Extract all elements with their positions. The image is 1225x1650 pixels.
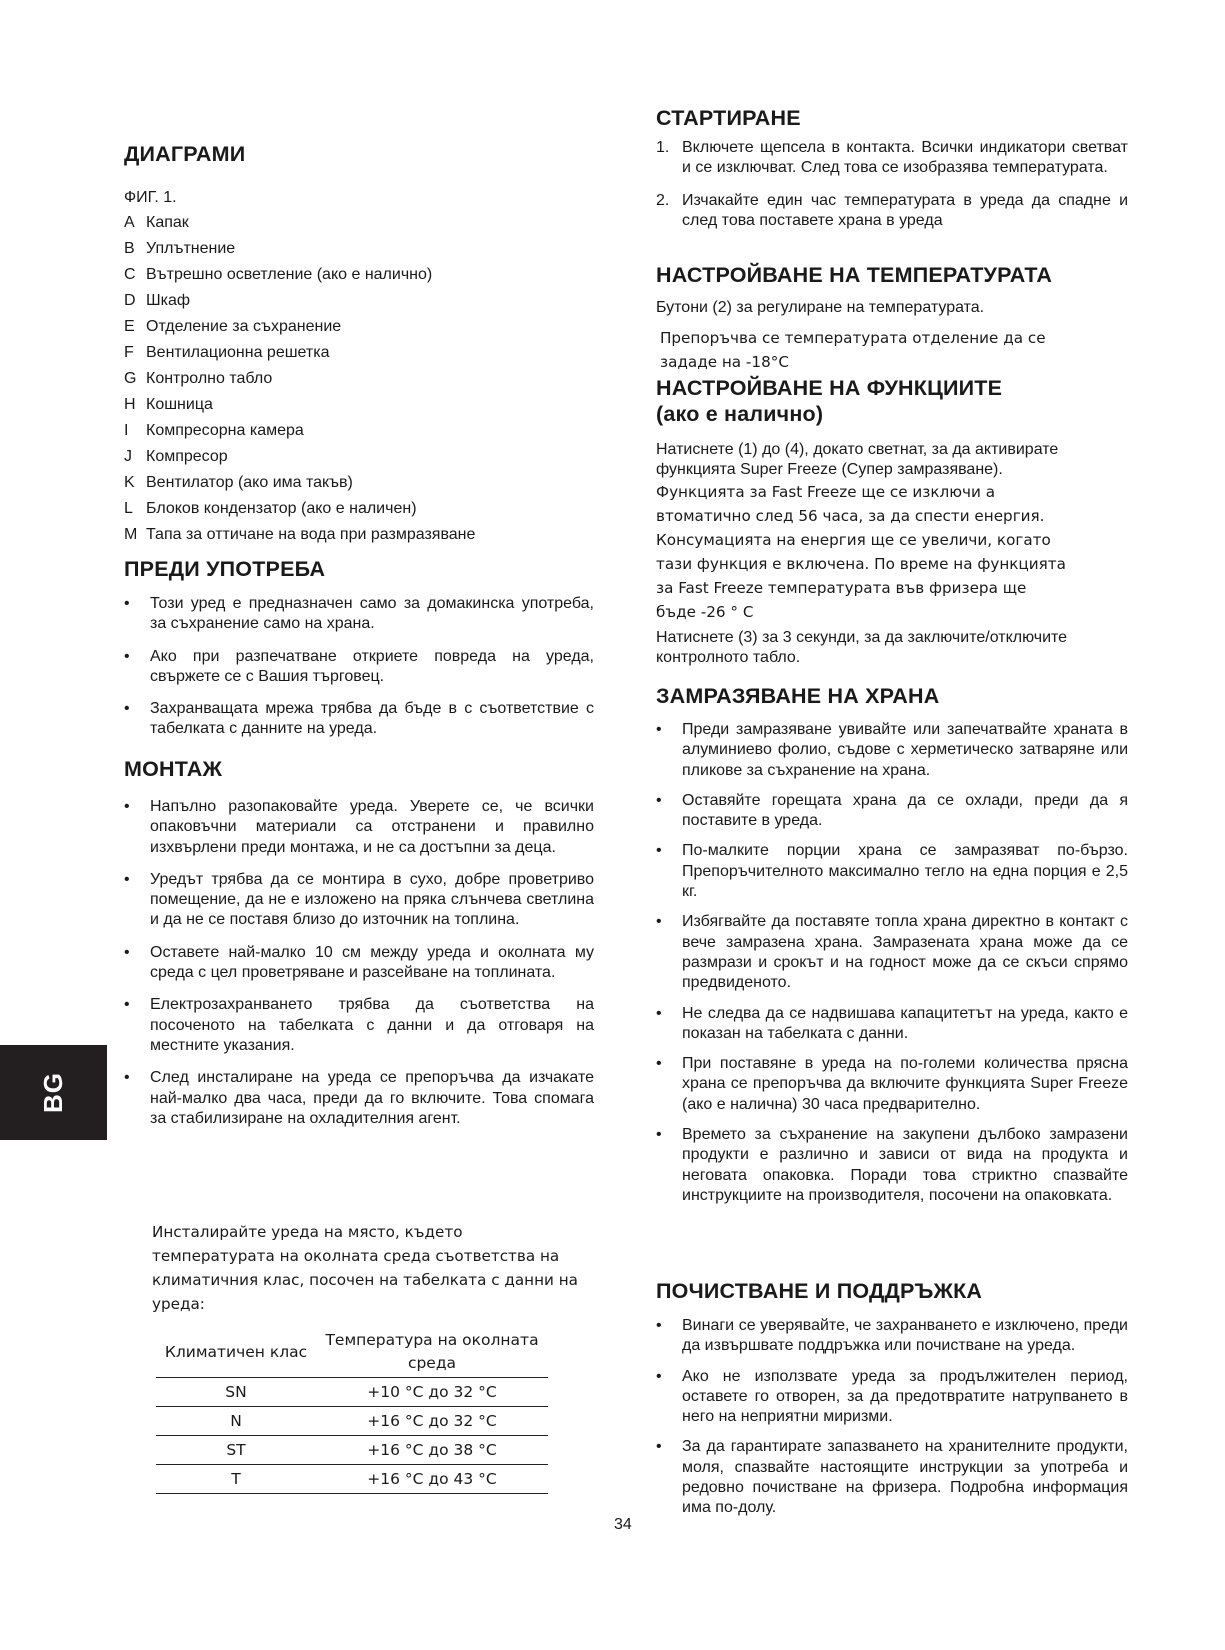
legend-letter: A (124, 214, 135, 231)
legend-item (124, 395, 213, 415)
legend-letter: M (124, 526, 138, 543)
table-row (156, 1378, 548, 1407)
legend-text: Отделение за съхранение (146, 318, 342, 335)
list-item: • По-малките порции храна се замразяват по-бързо. Препоръчителното максимално тегло на една порция е 2,5 кг. (656, 841, 1128, 902)
legend-text: Вентилационна решетка (146, 344, 330, 361)
legend-item (124, 317, 341, 337)
legend-letter: F (124, 344, 134, 361)
table-cell: +10 °C до 32 °C (316, 1378, 548, 1407)
diagrams-heading: ДИАГРАМИ (124, 142, 246, 166)
list-item: • Оставяйте горещата храна да се охлади, преди да я поставите в уреда. (656, 791, 1128, 832)
cleaning-heading: ПОЧИСТВАНЕ И ПОДДРЪЖКА (656, 1279, 983, 1303)
list-item: 2. Изчакайте един час температурата в уреда да спадне и след това поставете храна в уреда (656, 191, 1128, 229)
list-item: • Избягвайте да поставяте топла храна директно в контакт с вече замразена храна. Замразената храна може да се размрази и срокът и на годност може да се скъси спрямо предвиденото. (656, 912, 1128, 993)
table-cell: SN (156, 1378, 316, 1407)
legend-letter: D (124, 292, 136, 309)
legend-item (124, 265, 432, 285)
legend-text: Вътрешно осветление (ако е налично) (146, 266, 433, 283)
page-number: 34 (614, 1516, 632, 1533)
legend-item (124, 421, 304, 441)
legend-letter: K (124, 474, 135, 491)
list-item: • Ако при разпечатване откриете повреда на уреда, свържете се с Вашия търговец. (124, 647, 594, 688)
list-item: • Оставете най-малко 10 см между уреда и околната му среда с цел проветряване и разсейване на топлината. (124, 943, 594, 984)
list-item: • Не следва да се надвишава капацитетът на уреда, както е показан на табелката с данни. (656, 1004, 1128, 1045)
legend-letter: E (124, 318, 135, 335)
legend-text: Кошница (146, 396, 213, 413)
startup-heading: СТАРТИРАНЕ (656, 106, 801, 130)
legend-item (124, 213, 189, 233)
legend-text: Капак (146, 214, 189, 231)
language-tab-label: BG (38, 1072, 68, 1113)
language-tab (0, 1045, 107, 1140)
temp-recommendation: Препоръчва се температурата отделение да се зададе на -18°C (660, 329, 1046, 371)
list-item: • Времето за съхранение на закупени дълбоко замразени продукти е различно и зависи от вида на продукта и неговата опаковка. Поради това стриктно спазвайте инструкциите на производителя, посочени на опаковката. (656, 1125, 1128, 1206)
table-header-class: Климатичен клас (156, 1327, 316, 1378)
list-item: • Ако не използвате уреда за продължителен период, оставете го отворен, за да предотвратите натрупването в него на неприятни миризми. (656, 1367, 1128, 1428)
table-cell: T (156, 1465, 316, 1494)
list-item: 1. Включете щепсела в контакта. Всички индикатори светват и се изключват. След това се изобразява температурата. (656, 139, 1128, 177)
list-item: • Напълно разопаковайте уреда. Уверете се, че всички опаковъчни материали са отстранени и правилно изхвърлени преди монтажа, и не са достъпни за деца. (124, 797, 594, 858)
installation-heading: МОНТАЖ (124, 757, 223, 781)
legend-item (124, 473, 353, 493)
legend-item (124, 343, 330, 363)
legend-text: Контролно табло (146, 370, 273, 387)
list-item: • Преди замразяване увивайте или запечатвайте храната в алуминиево фолио, съдове с херметическо затваряне или пликове за съхранение на храна. (656, 720, 1128, 781)
legend-item (124, 499, 417, 519)
legend-text: Компресор (146, 448, 228, 465)
climate-class-table (156, 1327, 548, 1494)
list-item: • При поставяне в уреда на по-големи количества прясна храна се препоръчва да включите функцията Super Freeze (ако е налична) 30 часа предварително. (656, 1054, 1128, 1115)
before-use-heading: ПРЕДИ УПОТРЕБА (124, 557, 326, 581)
temp-setting-heading: НАСТРОЙВАНЕ НА ТЕМПЕРАТУРАТА (656, 263, 1053, 287)
list-item: • За да гарантирате запазването на хранителните продукти, моля, спазвайте настоящите инструкции за употреба и редовно почистване на фризера. Подробна информация има по-долу. (656, 1437, 1128, 1518)
table-row (156, 1436, 548, 1465)
table-row (156, 1465, 548, 1494)
table-row (156, 1407, 548, 1436)
list-item: • Този уред е предназначен само за домакинска употреба, за съхранение само на храна. (124, 594, 594, 635)
legend-item (124, 525, 475, 545)
lock-text: Натиснете (3) за 3 секунди, за да заключите/отключите контролното табло. (656, 629, 1068, 667)
table-cell: +16 °C до 43 °C (316, 1465, 548, 1494)
legend-text: Компресорна камера (146, 422, 304, 439)
legend-letter: C (124, 266, 136, 283)
legend-item (124, 291, 190, 311)
legend-text: Вентилатор (ако има такъв) (146, 474, 353, 491)
legend-text: Тапа за оттичане на вода при размразяване (146, 526, 476, 543)
legend-letter: L (124, 500, 133, 517)
freezing-heading: ЗАМРАЗЯВАНЕ НА ХРАНА (656, 684, 940, 708)
table-cell: ST (156, 1436, 316, 1465)
figure-label: ФИГ. 1. (124, 189, 177, 206)
list-item: • Електрозахранването трябва да съответства на посоченото на табелката с данни и да отговаря на местните указания. (124, 995, 594, 1056)
freezing-list (656, 720, 1128, 1206)
list-item: • След инсталиране на уреда се препоръчва да изчакате най-малко два часа, преди да го включите. Това спомага за стабилизиране на охладителния агент. (124, 1068, 594, 1129)
legend-text: Шкаф (146, 292, 191, 309)
list-item: • Захранващата мрежа трябва да бъде в с съответствие с табелката с данните на уреда. (124, 699, 594, 740)
table-cell: N (156, 1407, 316, 1436)
legend-letter: J (124, 448, 132, 465)
legend-item (124, 369, 272, 389)
legend-letter: I (124, 422, 129, 439)
temp-setting-text: Бутони (2) за регулиране на температурата. (656, 299, 985, 316)
functions-text: Натиснете (1) до (4), докато светнат, за да активирате функцията Super Freeze (Супер замразяване). (656, 441, 1059, 479)
table-cell: +16 °C до 32 °C (316, 1407, 548, 1436)
climate-note: Инсталирайте уреда на място, където температурата на околната среда съответства на климатичния клас, посочен на табелката с данни на уреда: (152, 1223, 578, 1313)
functions-heading: НАСТРОЙВАНЕ НА ФУНКЦИИТЕ (ако е налично) (656, 376, 1003, 426)
legend-item (124, 447, 228, 467)
list-item: • Уредът трябва да се монтира в сухо, добре проветриво помещение, да не е изложено на пряка слънчева светлина и да не се поставя близо до източник на топлина. (124, 870, 594, 931)
table-header-temperature: Температура на околната среда (316, 1327, 548, 1378)
list-item: • Винаги се уверявайте, че захранването е изключено, преди да извършвате поддръжка или почистване на уреда. (656, 1316, 1128, 1357)
legend-item (124, 239, 235, 259)
legend-text: Уплътнение (146, 240, 236, 257)
legend-letter: B (124, 240, 135, 257)
startup-list (656, 138, 1128, 231)
before-use-list (124, 594, 594, 740)
fast-freeze-text: Функцията за Fast Freeze ще се изключи а втоматично след 56 часа, за да спести енергия. Консумацията на енергия ще се увеличи, когато тази функция е включена. По време на функцията за Fast Freeze температурата във фризера ще бъде -26 ° C (656, 483, 1066, 621)
legend-letter: H (124, 396, 136, 413)
legend-text: Блоков кондензатор (ако е наличен) (146, 500, 417, 517)
installation-list (124, 797, 594, 1129)
legend-letter: G (124, 370, 137, 387)
cleaning-list (656, 1316, 1128, 1519)
table-cell: +16 °C до 38 °C (316, 1436, 548, 1465)
